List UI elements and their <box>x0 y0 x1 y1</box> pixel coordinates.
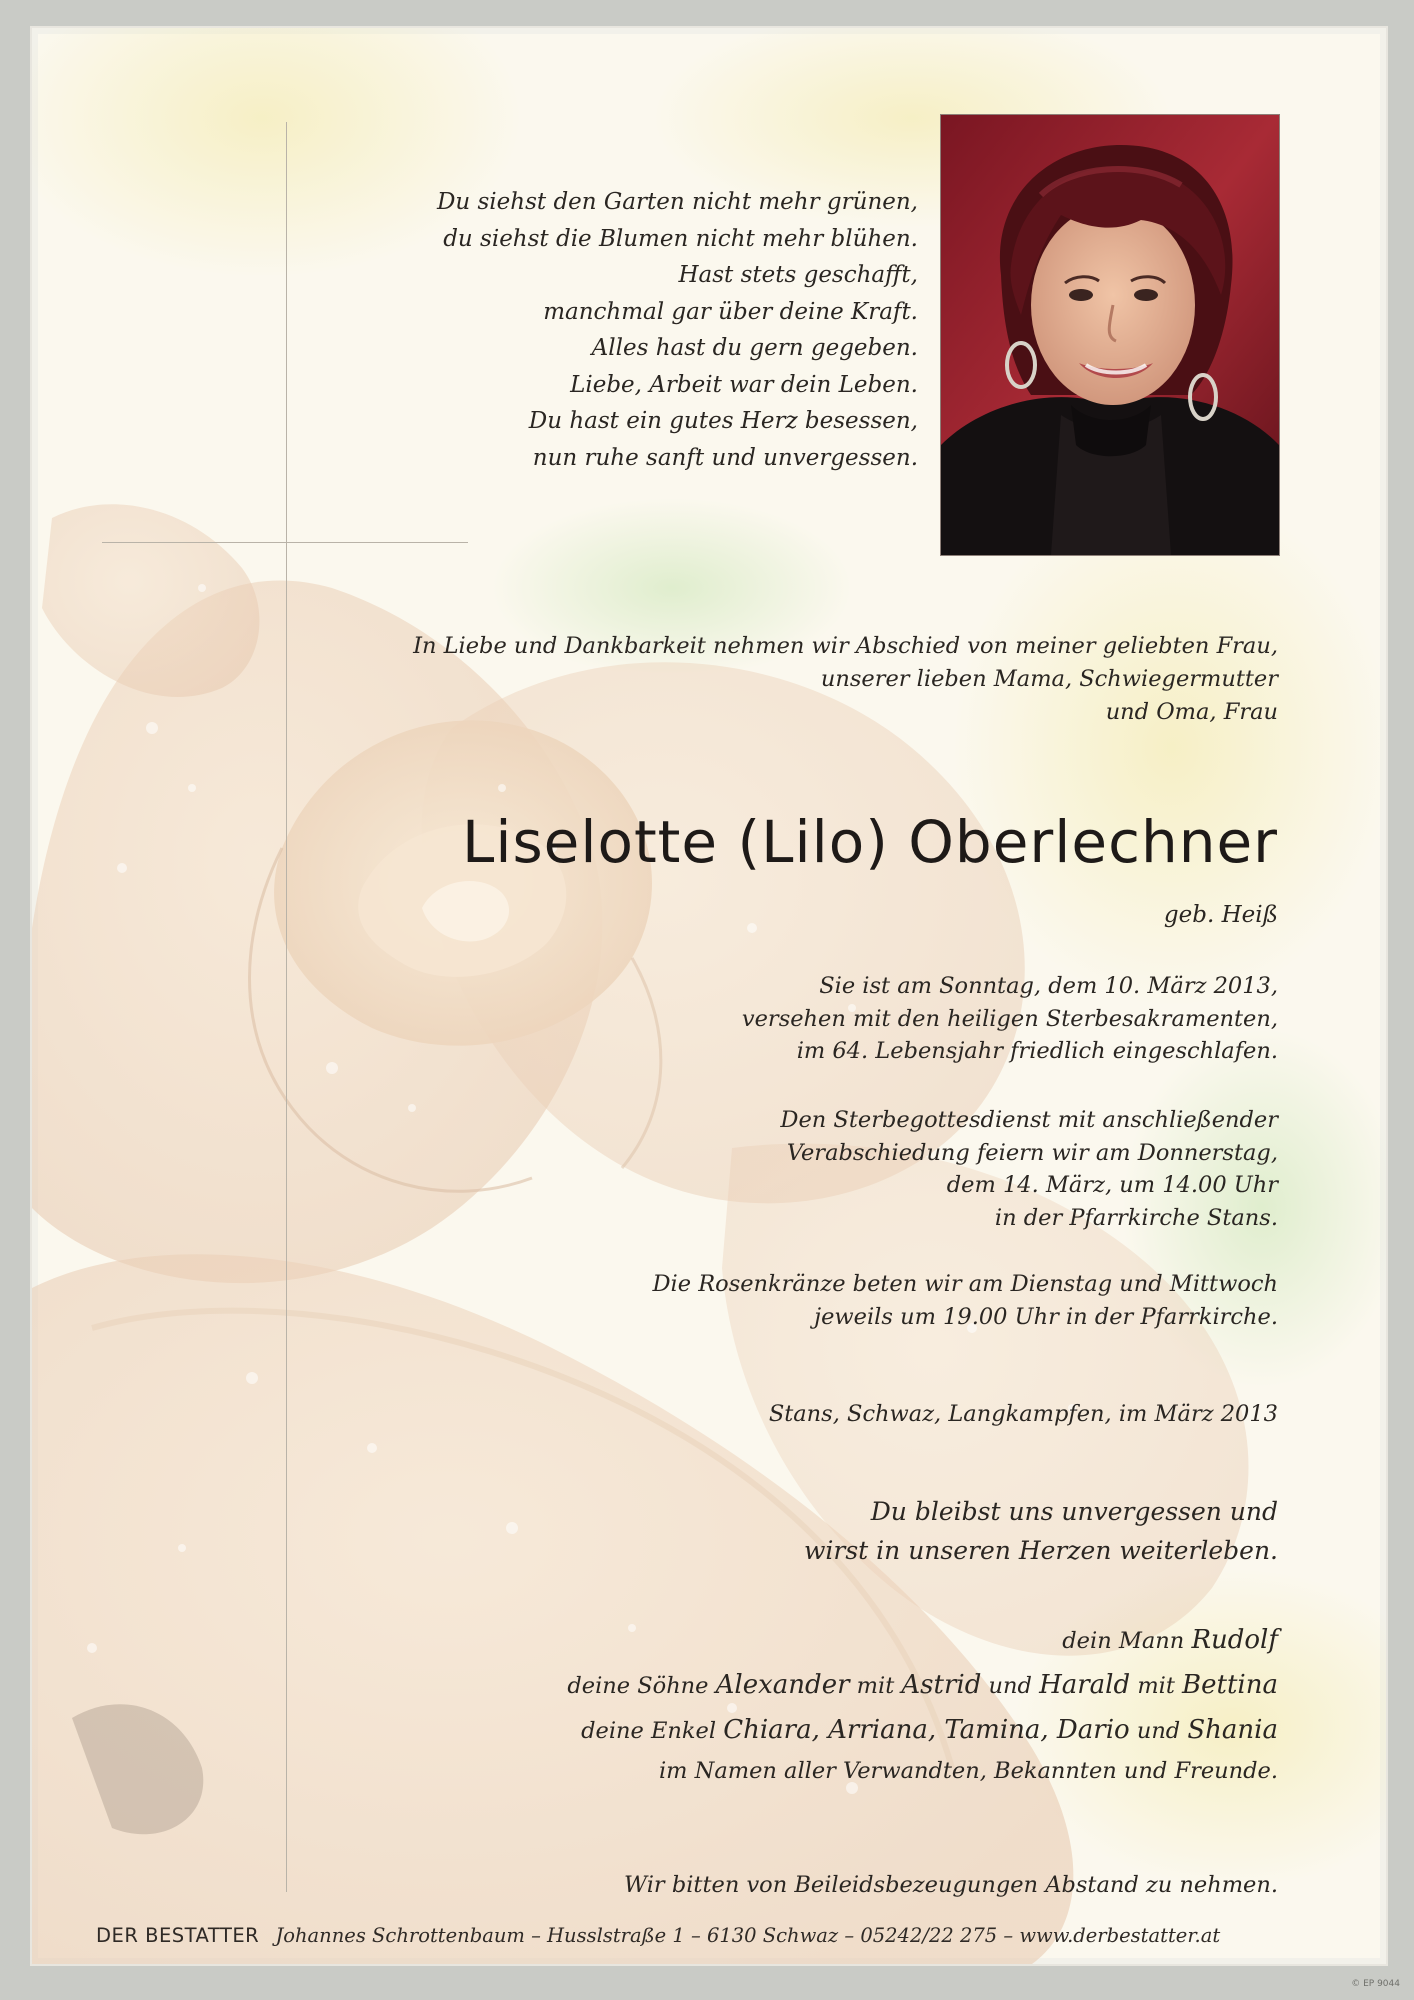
poem-line: nun ruhe sanft und unvergessen. <box>532 444 918 471</box>
with-word: mit <box>856 1673 895 1699</box>
funeral-service-notice <box>578 1104 1278 1234</box>
rosary-notice <box>478 1268 1278 1334</box>
funeral-home-brand: DER BESTATTER <box>96 1924 260 1947</box>
birth-name-text: geb. Heiß <box>1163 902 1278 928</box>
service-line: in der Pfarrkirche Stans. <box>994 1204 1278 1231</box>
poem-line: Alles hast du gern gegeben. <box>591 335 918 361</box>
husband-name: Rudolf <box>1191 1625 1278 1655</box>
birth-name <box>878 898 1278 932</box>
death-line: Sie ist am Sonntag, dem 10. März 2013, <box>819 973 1278 999</box>
service-line: Verabschiedung feiern wir am Donnerstag, <box>786 1139 1278 1166</box>
farewell-text <box>478 1492 1278 1570</box>
sons-prefix: deine Söhne <box>567 1673 709 1699</box>
and-word: und <box>988 1673 1032 1699</box>
place-date <box>478 1398 1278 1431</box>
service-line: Den Sterbegottesdienst mit anschließender <box>780 1107 1278 1133</box>
partner-name: Astrid <box>901 1670 982 1700</box>
grandchildren-names: Chiara, Arriana, Tamina, Dario <box>723 1715 1130 1745</box>
intro-line: unserer lieben Mama, Schwiegermutter <box>820 666 1278 692</box>
funeral-home-details: Johannes Schrottenbaum – Husslstraße 1 – 6130 Schwaz – 05242/22 275 – www.derbestatter.at <box>275 1924 1221 1947</box>
relatives-line: im Namen aller Verwandten, Bekannten und Freunde. <box>658 1758 1278 1784</box>
intro-line: In Liebe und Dankbarkeit nehmen wir Abschied von meiner geliebten Frau, <box>413 633 1278 659</box>
grandchildren-prefix: deine Enkel <box>581 1718 717 1744</box>
poem-line: manchmal gar über deine Kraft. <box>543 298 918 325</box>
place-date-text: Stans, Schwaz, Langkampfen, im März 2013 <box>768 1401 1278 1427</box>
poem-line: du siehst die Blumen nicht mehr blühen. <box>443 225 918 252</box>
intro-line: und Oma, Frau <box>1105 699 1278 725</box>
memorial-poem <box>358 184 918 476</box>
cross-horizontal-line <box>102 542 468 543</box>
grandchild-name: Shania <box>1187 1715 1278 1745</box>
service-line: dem 14. März, um 14.00 Uhr <box>946 1172 1278 1198</box>
rosary-line: Die Rosenkränze beten wir am Dienstag und Mittwoch <box>652 1271 1278 1297</box>
condolence-request-text: Wir bitten von Beileidsbezeugungen Abstand zu nehmen. <box>624 1872 1278 1898</box>
death-line: versehen mit den heiligen Sterbesakramenten, <box>741 1005 1278 1032</box>
obituary-card <box>30 26 1388 1966</box>
farewell-line: Du bleibst uns unvergessen und <box>870 1497 1278 1526</box>
death-notice <box>578 970 1278 1068</box>
form-code: © EP 9044 <box>1351 1979 1400 1989</box>
with-word: mit <box>1137 1673 1175 1699</box>
farewell-line: wirst in unseren Herzen weiterleben. <box>803 1536 1278 1565</box>
poem-line: Du hast ein gutes Herz besessen, <box>528 408 918 434</box>
sons-line <box>378 1663 1278 1708</box>
son-name: Alexander <box>715 1670 850 1700</box>
partner-name: Bettina <box>1182 1670 1278 1700</box>
and-word: und <box>1136 1718 1181 1744</box>
death-line: im 64. Lebensjahr friedlich eingeschlafen. <box>796 1038 1278 1064</box>
son-name: Harald <box>1039 1670 1131 1700</box>
portrait-photo <box>940 114 1280 556</box>
poem-line: Liebe, Arbeit war dein Leben. <box>570 371 918 398</box>
husband-line <box>378 1618 1278 1663</box>
husband-prefix: dein Mann <box>1062 1628 1185 1654</box>
poem-line: Du siehst den Garten nicht mehr grünen, <box>436 189 918 215</box>
poem-line: Hast stets geschafft, <box>678 262 918 288</box>
rosary-line: jeweils um 19.00 Uhr in der Pfarrkirche. <box>814 1304 1278 1330</box>
grandchildren-line <box>378 1708 1278 1753</box>
family-mourners <box>378 1618 1278 1789</box>
funeral-home-footer <box>96 1924 1356 1947</box>
intro-text <box>278 630 1278 729</box>
cross-vertical-line <box>286 122 287 1892</box>
condolence-request <box>378 1868 1278 1902</box>
deceased-name: Liselotte (Lilo) Oberlechner <box>462 808 1278 876</box>
